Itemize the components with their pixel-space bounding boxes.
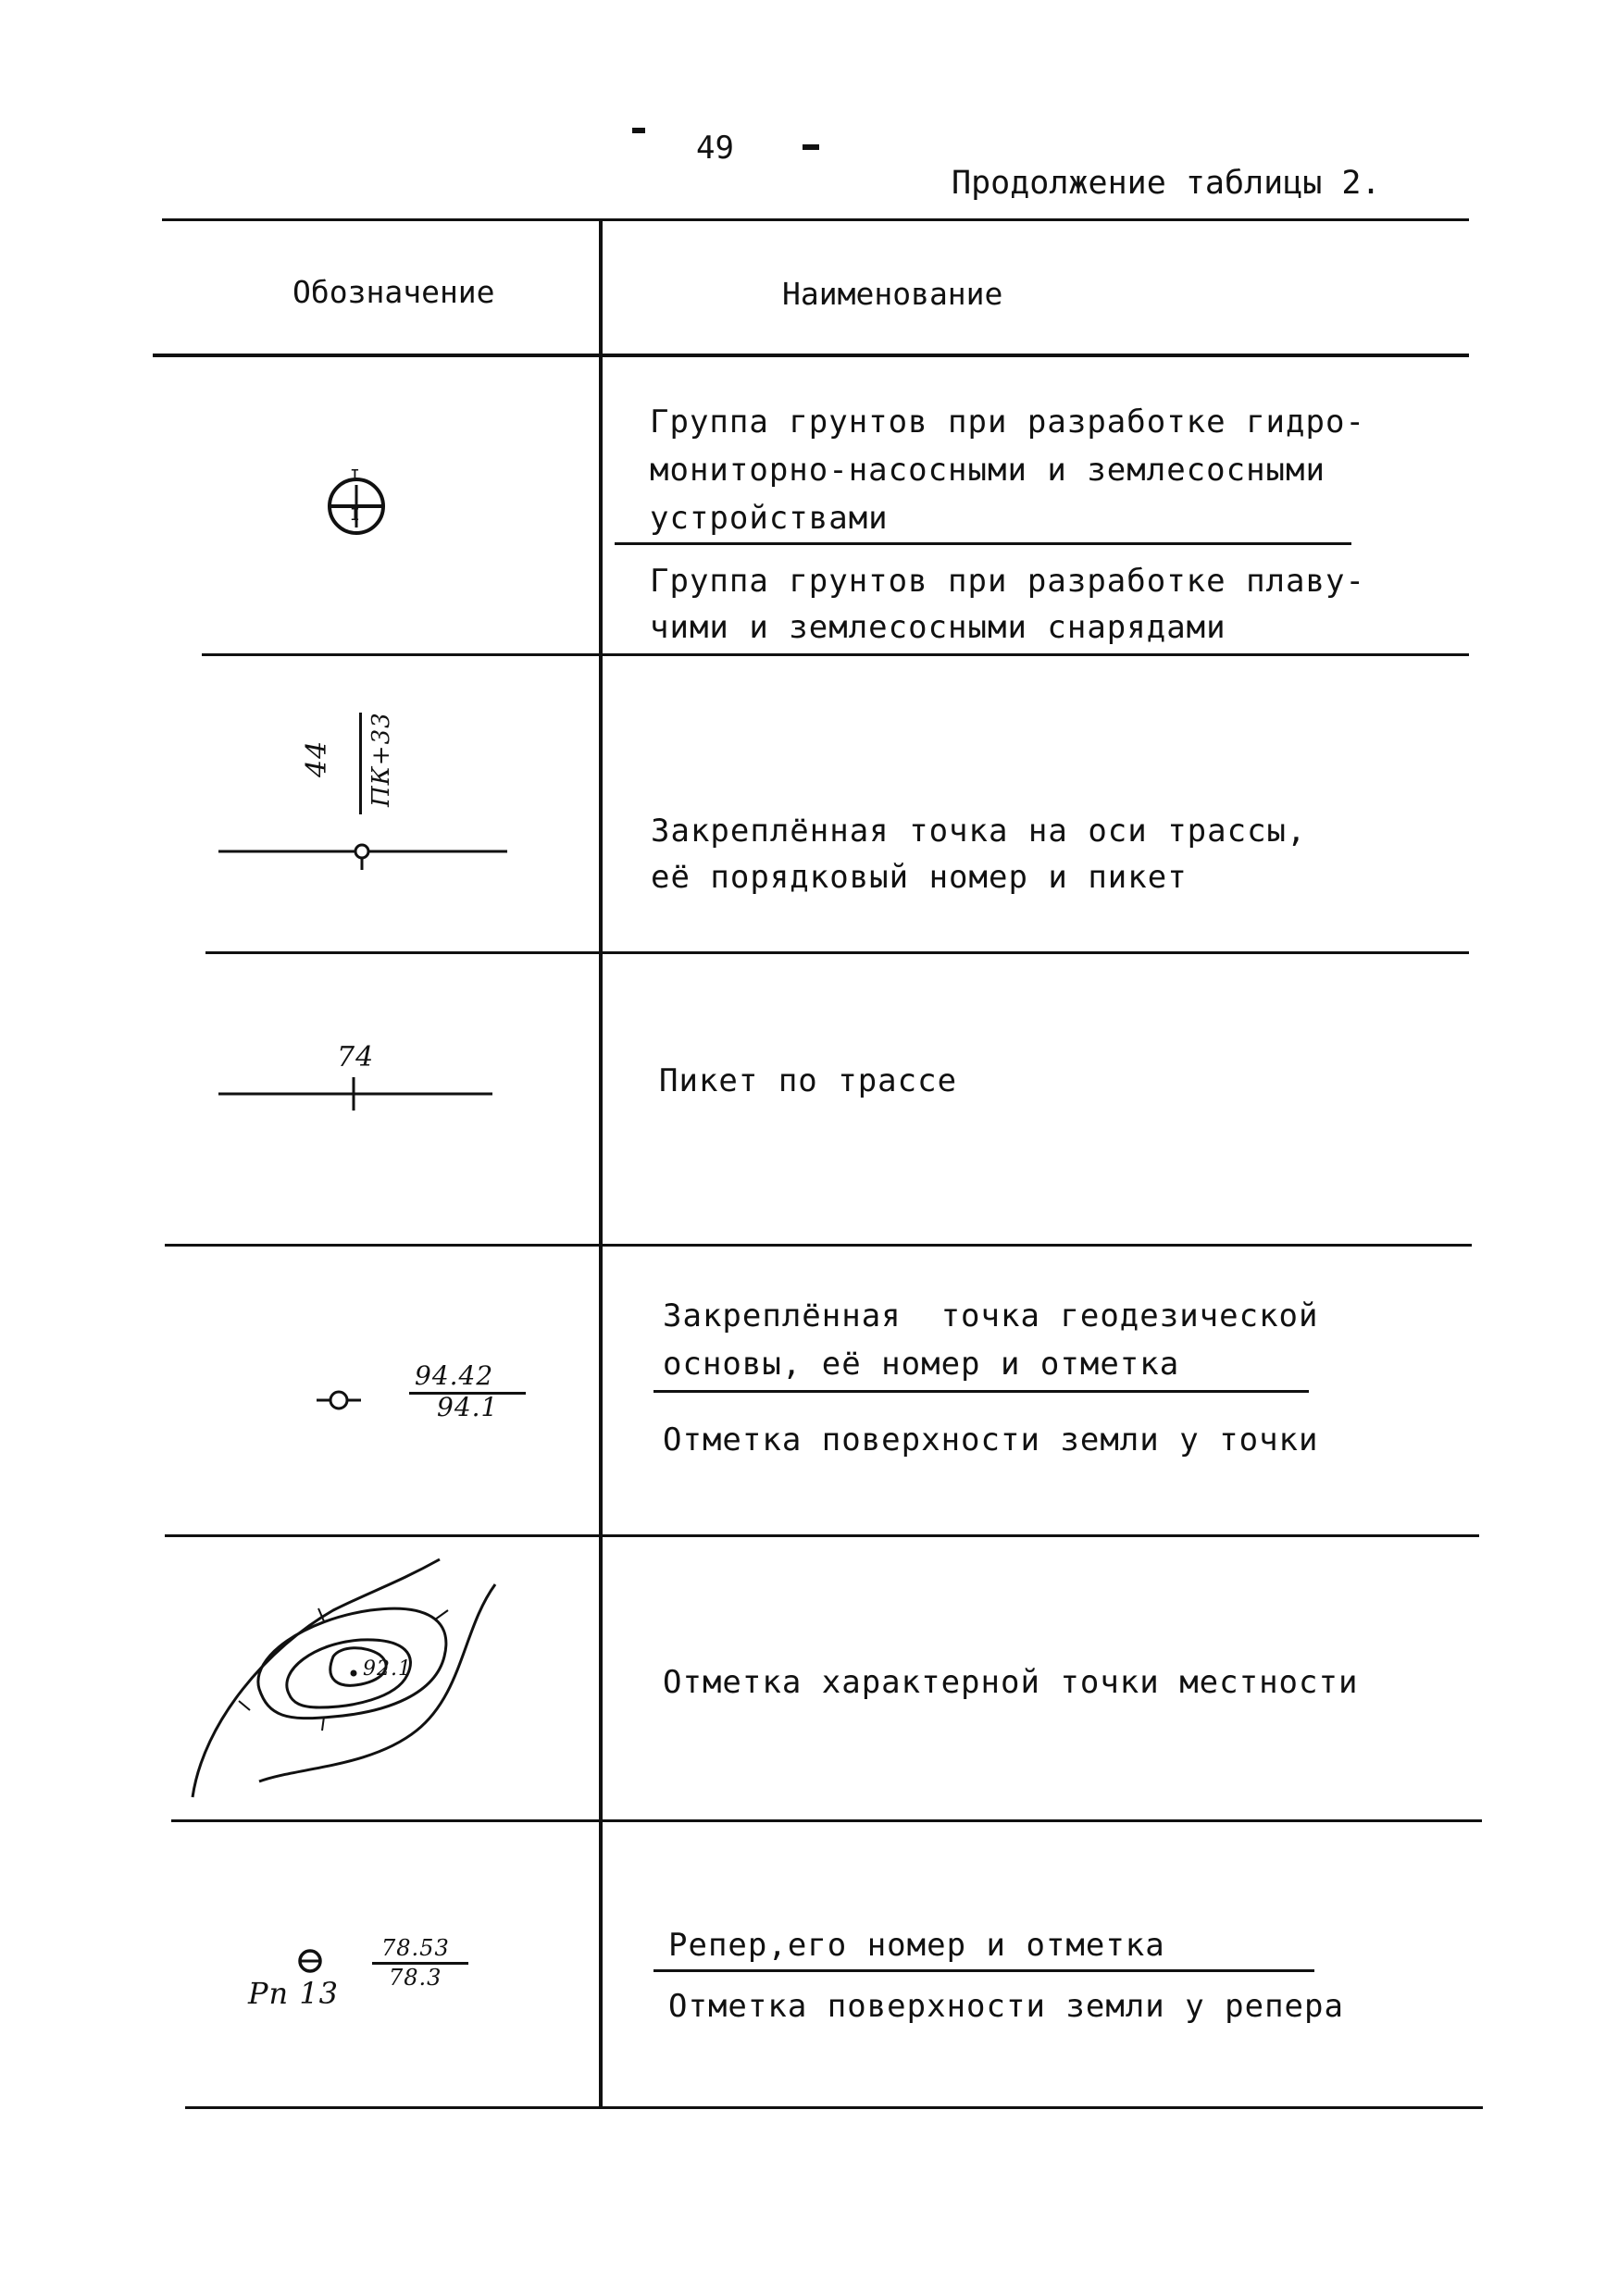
fixed-point-fraction-rule	[359, 713, 362, 814]
soil-group-symbol-top: I	[350, 466, 361, 486]
row-divider-3	[165, 1244, 1472, 1247]
benchmark-text-2: Отметка поверхности земли у репера	[668, 1988, 1344, 2025]
benchmark-fraction-rule	[653, 1969, 1314, 1972]
fixed-point-text-1: Закреплённая точка на оси трассы,	[651, 813, 1307, 850]
soil-group-text-5: чими и землесосными снарядами	[650, 609, 1226, 646]
page-number: 49	[696, 130, 734, 167]
fixed-point-picket: ПК+33	[367, 712, 395, 807]
soil-group-symbol-bottom: I	[350, 505, 361, 525]
geodetic-point-elevation: 94.1	[437, 1392, 499, 1422]
soil-group-text-3: устройствами	[650, 500, 889, 537]
benchmark-number: Рп 13	[248, 1976, 340, 2011]
soil-group-text-4: Группа грунтов при разработке плаву-	[650, 563, 1365, 600]
continuation-note: Продолжение таблицы 2.	[952, 165, 1381, 202]
benchmark-text-1: Репер,его номер и отметка	[668, 1927, 1165, 1964]
soil-group-text-2: мониторно-насосными и землесосными	[650, 452, 1326, 489]
benchmark-surface-elevation: 78.3	[389, 1965, 442, 1991]
picket-number: 74	[337, 1041, 375, 1074]
fixed-point-text-2: её порядковый номер и пикет	[651, 859, 1188, 896]
geodetic-fraction-rule	[653, 1390, 1309, 1393]
page-dash-left	[632, 128, 645, 133]
geodetic-point-icon	[317, 1386, 363, 1414]
row-divider-2	[205, 951, 1469, 954]
geodetic-point-number: 94.42	[415, 1360, 494, 1391]
header-name: Наименование	[782, 276, 1003, 312]
geodetic-text-1: Закреплённая точка геодезической	[663, 1297, 1319, 1334]
geodetic-text-3: Отметка поверхности земли у точки	[663, 1421, 1319, 1458]
soil-group-fraction-rule	[615, 542, 1351, 545]
soil-group-text-1: Группа грунтов при разработке гидро-	[650, 403, 1365, 441]
table-top-rule	[162, 218, 1469, 221]
table-bottom-rule	[185, 2106, 1483, 2109]
contour-lines-icon	[185, 1555, 509, 1805]
column-divider	[599, 218, 603, 2106]
characteristic-point-text: Отметка характерной точки местности	[663, 1664, 1359, 1701]
fixed-point-on-axis-icon	[218, 833, 515, 888]
page-dash-right	[803, 144, 819, 150]
characteristic-point-elevation: 92.1	[363, 1657, 412, 1681]
geodetic-text-2: основы, её номер и отметка	[663, 1346, 1180, 1383]
benchmark-icon	[296, 1947, 324, 1975]
fixed-point-number: 44	[301, 739, 333, 777]
row-divider-4	[165, 1534, 1479, 1537]
benchmark-top-elevation: 78.53	[381, 1935, 450, 1961]
header-designation: Обозначение	[292, 274, 495, 310]
row-divider-1	[202, 653, 1469, 656]
picket-tick-icon	[218, 1074, 496, 1120]
row-divider-5	[171, 1819, 1482, 1822]
table-header-rule	[153, 354, 1469, 357]
picket-text: Пикет по трассе	[659, 1062, 958, 1099]
